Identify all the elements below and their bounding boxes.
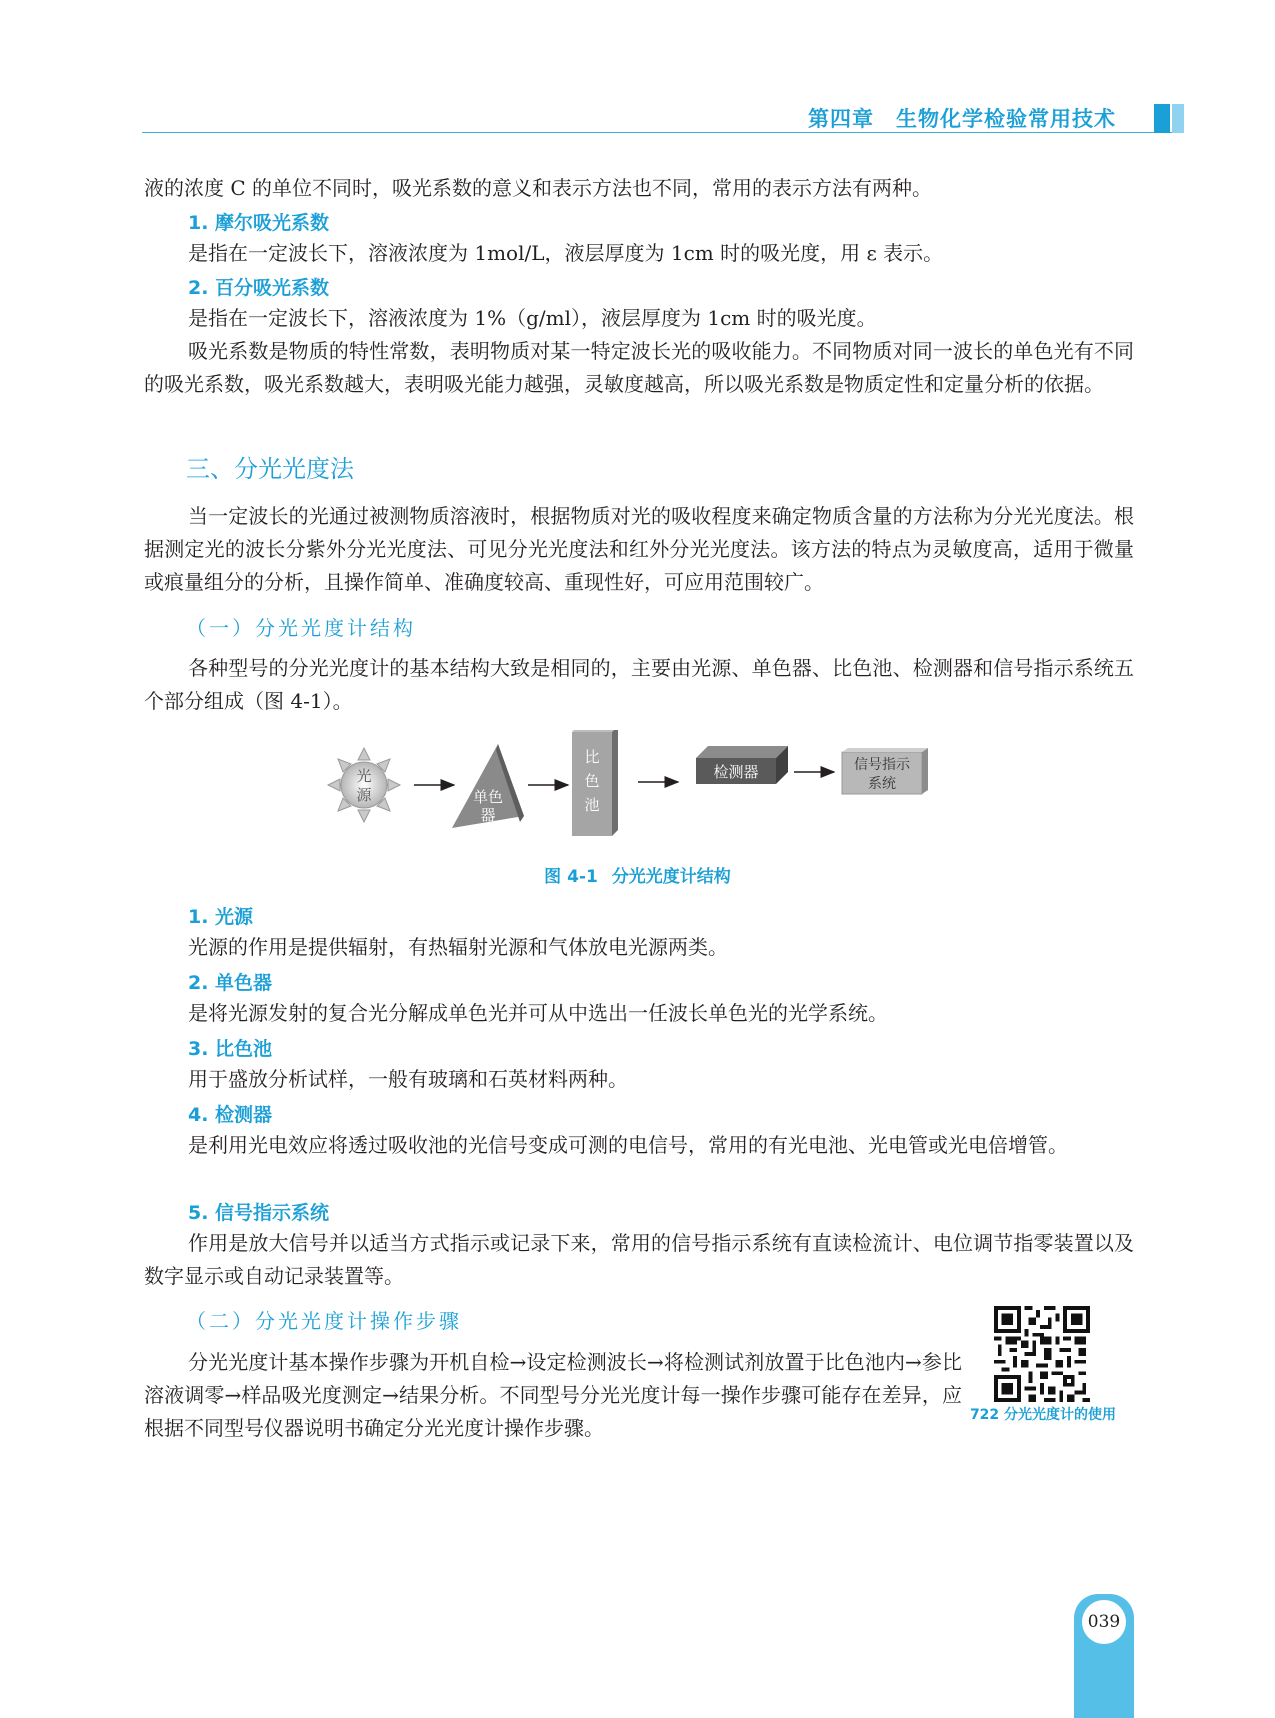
monochromator-label-2: 器 [480, 806, 496, 824]
component-text-1: 光源的作用是提供辐射，有热辐射光源和气体放电光源两类。 [188, 935, 728, 959]
component-heading-2: 2. 单色器 [188, 972, 273, 994]
section-paragraph: 当一定波长的光通过被测物质溶液时，根据物质对光的吸收程度来确定物质含量的方法称为分光光度法。根据测定光的波长分紫外分光光度法、可见分光光度法和红外分光光度法。该方法的特点为灵敏度高，适用于微量或痕量组分的分析，且操作简单、准确度较高、重现性好，可应用范围较广。 [144, 504, 1134, 594]
page-header [142, 102, 1184, 133]
qr-code-icon[interactable] [994, 1306, 1090, 1402]
cuvette-label-3: 池 [584, 796, 600, 814]
signal-label-2: 系统 [868, 776, 896, 792]
light-source-label-1: 光 [356, 767, 372, 785]
intro-paragraph: 液的浓度 C 的单位不同时，吸光系数的意义和表示方法也不同，常用的表示方法有两种。 [144, 176, 933, 200]
figure-caption [0, 862, 1275, 887]
molar-heading: 1. 摩尔吸光系数 [188, 212, 330, 234]
molar-text: 是指在一定波长下，溶液浓度为 1mol/L，液层厚度为 1cm 时的吸光度，用 ε 表示。 [188, 241, 944, 265]
percent-heading: 2. 百分吸光系数 [188, 277, 330, 299]
component-text-4: 是利用光电效应将透过吸收池的光信号变成可测的电信号，常用的有光电池、光电管或光电倍增管。 [188, 1133, 1068, 1157]
structure-paragraph: 各种型号的分光光度计的基本结构大致是相同的，主要由光源、单色器、比色池、检测器和信号指示系统五个部分组成（图 4-1）。 [144, 656, 1134, 713]
chapter-title [808, 103, 1116, 133]
component-heading-1: 1. 光源 [188, 906, 254, 928]
cuvette-label-1: 比 [584, 748, 600, 766]
absorb-paragraph: 吸光系数是物质的特性常数，表明物质对某一特定波长光的吸收能力。不同物质对同一波长的单色光有不同的吸光系数，吸光系数越大，表明吸光能力越强，灵敏度越高，所以吸光系数是物质定性和定量分析的依据。 [144, 339, 1134, 396]
component-heading-4: 4. 检测器 [188, 1104, 273, 1126]
percent-text: 是指在一定波长下，溶液浓度为 1%（g/ml），液层厚度为 1cm 时的吸光度。 [188, 306, 877, 330]
operation-paragraph: 分光光度计基本操作步骤为开机自检→设定检测波长→将检测试剂放置于比色池内→参比溶液调零→样品吸光度测定→结果分析。不同型号分光光度计每一操作步骤可能存在差异，应根据不同型号仪器说明书确定分光光度计操作步骤。 [144, 1350, 962, 1440]
page-number: 039 [1082, 1600, 1126, 1644]
cuvette-icon [572, 730, 618, 836]
light-source-label-2: 源 [356, 786, 372, 804]
component-text-5: 作用是放大信号并以适当方式指示或记录下来，常用的信号指示系统有直读检流计、电位调节指零装置以及数字显示或自动记录装置等。 [144, 1231, 1134, 1288]
section-title: 三、分光光度法 [186, 455, 354, 483]
spectrophotometer-diagram [320, 730, 960, 840]
signal-indicator-icon [842, 748, 928, 794]
component-heading-5: 5. 信号指示系统 [188, 1202, 330, 1224]
subsection-operation-title: （二）分光光度计操作步骤 [186, 1309, 462, 1333]
detector-label: 检测器 [713, 763, 759, 781]
component-text-3: 用于盛放分析试样，一般有玻璃和石英材料两种。 [188, 1067, 628, 1091]
chapter-name: 生物化学检验常用技术 [896, 107, 1116, 131]
qr-caption: 722 分光光度计的使用 [969, 1407, 1117, 1423]
header-accent-bar-light [1172, 104, 1184, 133]
chapter-number: 第四章 [808, 107, 874, 131]
figure-number: 图 4-1 [544, 867, 598, 887]
subsection-structure-title: （一）分光光度计结构 [186, 616, 416, 640]
light-source-icon [328, 748, 400, 822]
detector-icon [696, 746, 788, 784]
component-heading-3: 3. 比色池 [188, 1038, 273, 1060]
header-accent-bar [1154, 104, 1170, 133]
figure-title: 分光光度计结构 [611, 867, 731, 887]
signal-label-1: 信号指示 [854, 757, 910, 773]
monochromator-label-1: 单色 [472, 788, 504, 806]
monochromator-icon [452, 744, 524, 828]
cuvette-label-2: 色 [584, 772, 600, 790]
component-text-2: 是将光源发射的复合光分解成单色光并可从中选出一任波长单色光的光学系统。 [188, 1001, 888, 1025]
